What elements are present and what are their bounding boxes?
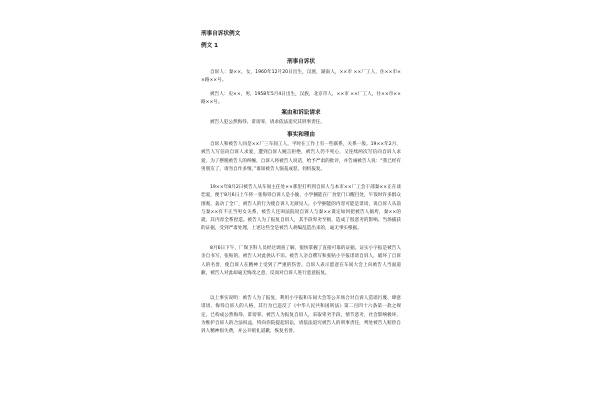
facts-paragraph-3: 8月6日下午，厂保卫科人员经过调查了解，很快掌握了直接可靠的证据，证实小字报是被告人亲自书写、张贴的，被告人对此供认不讳。被告人亲自撰写和张贴小字报诽谤自诉人，破坏了自诉人的名誉，使自诉人在精神上受到了严重的伤害。自诉人表示愿意在车间大会上向被告人当面道歉，被告人对此却毫无悔改之意，反而对自诉人进行恶意报复。 bbox=[201, 246, 401, 276]
facts-paragraph-2: 19××年8月2日被告人从车间主任处××那里打听到自诉人与本市××厂工会干部秦××正在谈恋爱，便于8月6日上午将一张侮辱自诉人是小偷，小学捆能在厂食堂门口醒目处，午饭时许多群众围观，轰动了全厂，被告人的行为使自诉人无颜见人。小学捆能的内容可能是诽谤，说自诉人从前与秦××有不正当男女关系，被告人还叫法院说自诉人与秦××谋定如何把被告人搞垮，秦××的就，其内容全系捏造。被告人为了报复自诉人，其手段卑劣至极，造成了很恶劣的影响。当场捕获的证据，受到严肃处理，上述这些全是被告人胡编乱造出来的，毫无事实根据。 bbox=[201, 185, 401, 232]
facts-paragraph-1: 自诉人和被告人同是××厂三车间工人，平时在工作上有一些联系，关系一般。19××年2月，被告人写信向自诉人求爱，遭到自诉人婉言拒绝，被告人仍不死心，又连续两次写信向自诉人求爱，为了摆脱被告人的纠缠，自诉人将被告人说话，给予严肃的批评，并告诫被告人说：“我已经有男朋友了，请勿自作多情。”谁知被告人恼羞成怒，伺机报复。 bbox=[201, 142, 401, 172]
request-heading: 案由和诉讼请求 bbox=[281, 110, 321, 116]
plaintiff-info: 自诉人：秦××，女，1960年12月20日出生，汉族，湖南人，××市 ××厂工人，住××市××路××号。 bbox=[201, 70, 401, 84]
request-text: 被告人犯公然侮辱、诽谤罪，请求依法追究其刑事责任。 bbox=[210, 120, 325, 125]
facts-paragraph-4: 以上事实说明：被告人为了报复，利用小字报和车间大会等公开场合对自诉人造谣污蔑、肆意诽谤、侮辱自诉人的人格，其行为已违反了《中华人民共和国刑法》第二百四十六条第一款之规定，已构成公然侮辱、诽谤罪。被告人为报复自诉人，采取卑劣手段，情节恶劣，社会影响极坏，为维护自诉人的合法权益，特向你院提起诉讼，请依法追究被告人的刑事责任，判处被告人赔偿自诉人精神损失费，并公开赔礼道歉，恢复名誉。 bbox=[201, 296, 401, 335]
facts-heading: 事实和理由 bbox=[287, 132, 315, 138]
defendant-info: 被告人：史××，男，1958年5月4日出生，汉族，北京市人，××市 ××厂工人，住××市××路××号。 bbox=[201, 92, 401, 106]
example-label: 例文 1 bbox=[201, 43, 219, 49]
document-title: 刑事自诉状例文 bbox=[201, 31, 241, 37]
petition-title: 刑事自诉状 bbox=[287, 59, 315, 65]
